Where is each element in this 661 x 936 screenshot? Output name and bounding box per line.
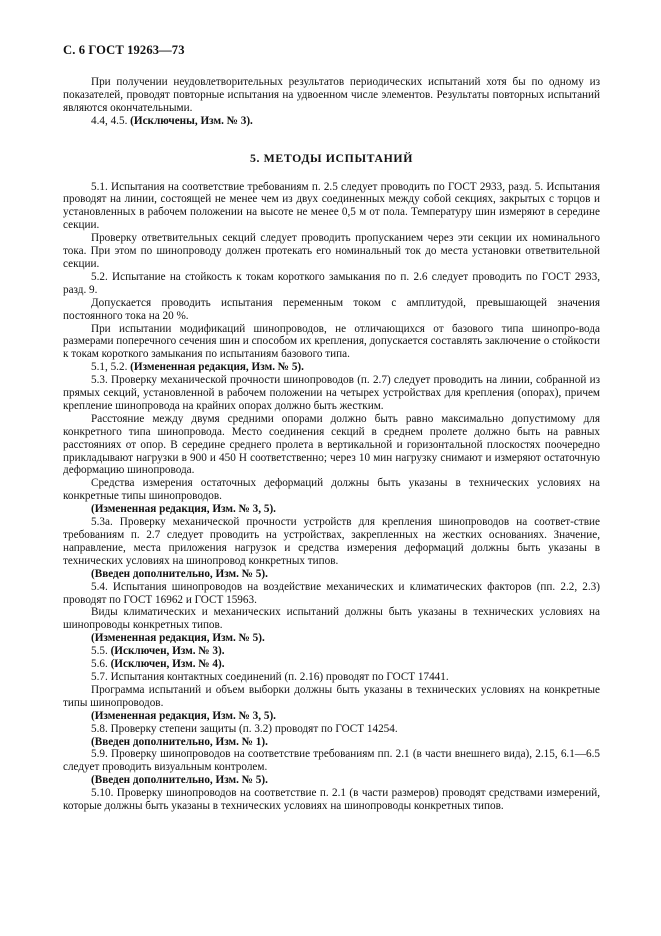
edit-note-5-1-5-2 (63, 361, 600, 374)
item-5-5-text: (Исключен, Изм. № 3). (110, 645, 225, 658)
paragraph-5-7: 5.7. Испытания контактных соединений (п. 2.16) проводят по ГОСТ 17441. (91, 670, 449, 683)
note-5-3: (Измененная редакция, Изм. № 3, 5). (91, 503, 276, 516)
paragraph-5-10: 5.10. Проверку шинопроводов на соответствие п. 2.1 (в части размеров) проводят средствами измерений, которые должны быть указаны в технических условиях на шинопроводы конкретных типов. (63, 787, 600, 813)
note-5-9: (Введен дополнительно, Изм. № 5). (91, 774, 268, 787)
item-5-5 (63, 645, 600, 658)
item-5-6-text: (Исключен, Изм. № 4). (110, 658, 225, 671)
paragraph-5-1-branch: Проверку ответвительных секций следует проводить пропусканием через эти секции их номинального тока. При этом по шинопроводу должен протекать его номинальный ток до места установки ответвительной секции. (63, 232, 600, 270)
paragraph-5-4-kinds: Виды климатических и механических испытаний должны быть указаны в технических условиях на шинопроводы конкретных типов. (63, 606, 600, 632)
page-header: С. 6 ГОСТ 19263—73 (63, 43, 185, 57)
excluded-items-text: (Исключены, Изм. № 3). (130, 114, 253, 127)
paragraph-5-1: 5.1. Испытания на соответствие требованиям п. 2.5 следует проводить по ГОСТ 2933, разд. 5. Испытания проводят на линии, состоящей не менее чем из двух соединенных между собой секциях, закрытых с торцов и установленных в рабочем положении на высоте не менее 0,5 м от пола. Температуру шин измеряют в середине секции. (63, 180, 600, 232)
note-5-8: (Введен дополнительно, Изм. № 1). (91, 735, 268, 748)
page-content (63, 76, 600, 813)
paragraph-5-2: 5.2. Испытание на стойкость к токам короткого замыкания по п. 2.6 следует проводить по ГОСТ 2933, разд. 9. (63, 270, 600, 296)
edit-note-text: (Измененная редакция, Изм. № 5). (130, 361, 304, 374)
item-5-6-number: 5.6. (91, 658, 108, 671)
paragraph-5-2-ac: Допускается проводить испытания переменным током с амплитудой, превышающей значения постоянного тока на 20 %. (63, 296, 600, 322)
item-5-6 (63, 658, 600, 671)
paragraph-5-3-measure: Средства измерения остаточных деформаций должны быть указаны в технических условиях на конкретные типы шинопроводов. (63, 477, 600, 503)
paragraph-5-9: 5.9. Проверку шинопроводов на соответствие требованиям пп. 2.1 (в части внешнего вида), 2.15, 6.1—6.5 следует проводить визуальным контролем. (63, 748, 600, 774)
section-title: 5. МЕТОДЫ ИСПЫТАНИЙ (250, 150, 413, 165)
edit-note-number: 5.1, 5.2. (91, 361, 128, 374)
paragraph-5-3-supports: Расстояние между двумя средними опорами должно быть равно максимально допустимому для конкретного типа шинопровода. Место соединения секций в среднем пролете должно быть на равных расстояниях от опор. В середине среднего пролета в вертикальной и горизонтальной плоскостях поочередно прикладывают нагрузки в 900 и 450 Н соответственно; через 10 мин нагрузку снимают и измеряют остаточную деформацию шинопровода. (63, 412, 600, 477)
paragraph-5-3: 5.3. Проверку механической прочности шинопроводов (п. 2.7) следует проводить на линии, собранной из прямых секций, установленной в рабочем положении на четырех устройствах для крепления (опорах), причем крепление шинопровода на крайних опорах должно быть жестким. (63, 374, 600, 412)
paragraph-5-4: 5.4. Испытания шинопроводов на воздействие механических и климатических факторов (пп. 2.2, 2.3) проводят по ГОСТ 16962 и ГОСТ 15963. (63, 580, 600, 606)
excluded-items-number: 4.4, 4.5. (91, 114, 128, 127)
note-5-3a: (Введен дополнительно, Изм. № 5). (91, 567, 268, 580)
note-5-4: (Измененная редакция, Изм. № 5). (91, 632, 265, 645)
intro-paragraph: При получении неудовлетворительных результатов периодических испытаний хотя бы по одному из показателей, проводят повторные испытания на удвоенном числе элементов. Результаты повторных испытаний являются окончательными. (63, 76, 600, 114)
paragraph-5-3a: 5.3а. Проверку механической прочности устройств для крепления шинопроводов на соответ-ствие требованиям п. 2.7 следует проводить на устройствах, закрепленных на жестких основаниях. Значение, направление, места приложения нагрузок и средства измерения деформаций должны быть указаны в технических условиях на шинопровод конкретных типов. (63, 516, 600, 567)
item-5-5-number: 5.5. (91, 645, 108, 658)
note-5-7: (Измененная редакция, Изм. № 3, 5). (91, 709, 276, 722)
paragraph-5-2-mods: При испытании модификаций шинопроводов, не отличающихся от базового типа шинопро-вода размерами поперечного сечения шин и способом их крепления, допускается составлять заключение о стойкости к токам короткого замыкания по испытаниям базового типа. (63, 322, 600, 361)
paragraph-5-7-program: Программа испытаний и объем выборки должны быть указаны в технических условиях на конкретные типы шинопроводов. (63, 683, 600, 709)
excluded-items-note (63, 115, 600, 128)
paragraph-5-8: 5.8. Проверку степени защиты (п. 3.2) проводят по ГОСТ 14254. (91, 722, 398, 735)
